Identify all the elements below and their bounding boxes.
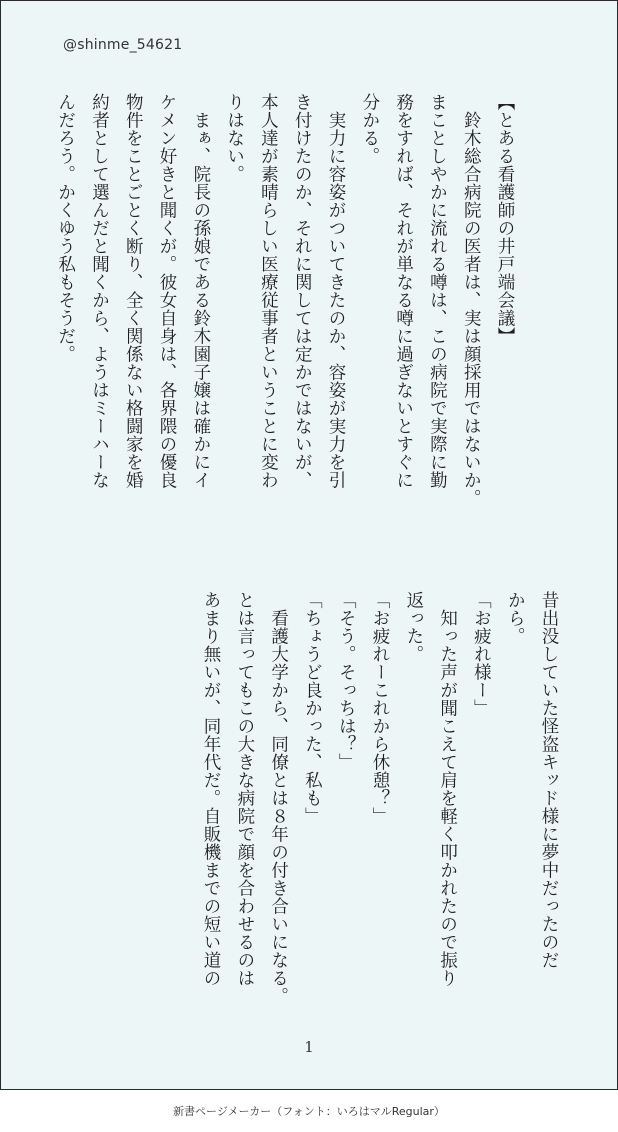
text-line: 実力に容姿がついてきたのか、容姿が実力を引: [326, 93, 347, 489]
text-line: 看護大学から、同僚とは８年の付き合いになる。: [268, 591, 289, 1005]
text-line: 「ちょうど良かった、私も」: [302, 591, 323, 825]
text-line: あまり無いが、同年代だ。自販機までの短い道の: [201, 591, 222, 987]
text-line: んだろう。かくゆう私もそうだ。: [55, 93, 76, 363]
text-line: 物件をことごとく断り、全く関係ない格闘家を婚: [123, 93, 144, 489]
text-line: まことしやかに流れる噂は、この病院で実際に勤: [427, 93, 448, 489]
text-line: から。: [505, 591, 526, 645]
text-line: 本人達が素晴らしい医療従事者ということに変わ: [258, 93, 279, 489]
text-line: りはない。: [224, 93, 245, 183]
text-line: 約者として選んだと聞くから、ようはミーハーな: [89, 93, 110, 489]
text-line: ケメン好きと聞くが。彼女自身は、各界隈の優良: [157, 93, 178, 489]
author-handle: @shinme_54621: [63, 37, 183, 53]
text-line: まぁ、院長の孫娘である鈴木園子嬢は確かにイ: [190, 93, 211, 489]
text-line: 分かる。: [359, 93, 380, 165]
body-text-bottom: [193, 591, 565, 1011]
text-line: 務をすれば、それが単なる噂に過ぎないとすぐに: [393, 93, 414, 489]
text-line: とは言ってもこの大きな病院で顔を合わせるのは: [234, 591, 255, 987]
body-text-top: [48, 93, 521, 533]
text-line: 「お疲れ様ー」: [471, 591, 492, 717]
text-line: 【とある看護師の井戸端会議】: [495, 93, 515, 345]
text-line: 昔出没していた怪盗キッド様に夢中だったのだ: [539, 591, 559, 969]
text-line: き付けたのか、それに関しては定かではないが、: [292, 93, 313, 489]
text-line: 「そう。そっちは？」: [336, 591, 357, 771]
text-line: 鈴木総合病院の医者は、実は顔採用ではないか。: [461, 93, 482, 507]
page-number: 1: [304, 1038, 314, 1056]
text-line: 返った。: [403, 591, 424, 663]
text-line: 知った声が聞こえて肩を軽く叩かれたので振り: [437, 591, 458, 987]
text-line: 「お疲れーこれから休憩？」: [370, 591, 391, 825]
footer-credit: 新書ページメーカー（フォント：いろはマルRegular）: [173, 1105, 445, 1118]
